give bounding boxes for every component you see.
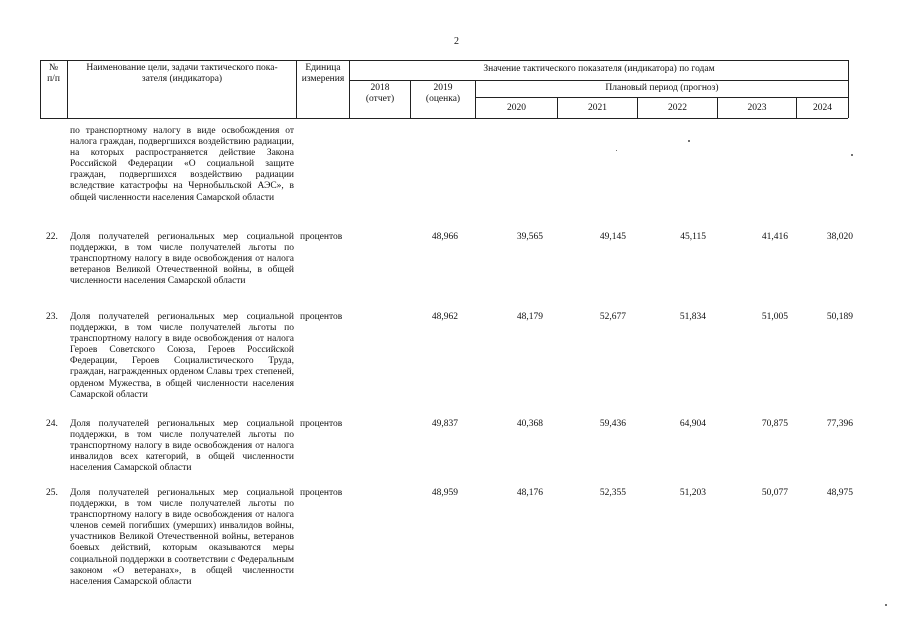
continuation-text: по транспортному налогу в виде освобождения от налога граждан, подвергшихся воздействию радиации, на которых распространяется действие Закона Российской Федерации «О социальной защите граждан, подвергшихся воздействию радиации вследствие катастрофы на Чернобыльской АЭС», в общей численности населения Самарской области (70, 126, 294, 203)
row-unit: процентов (300, 488, 343, 498)
value-2021: 49,145 (599, 232, 626, 242)
page-number: 2 (454, 36, 459, 47)
header-unit (297, 63, 349, 85)
value-2023: 41,416 (761, 232, 788, 242)
header-name-line2: зателя (индикатора) (141, 74, 223, 84)
value-2019: 48,966 (431, 232, 458, 242)
header-name (68, 63, 296, 85)
scan-speck (851, 154, 853, 156)
header-years-border (349, 80, 848, 81)
scan-speck (616, 150, 617, 151)
value-2019: 48,962 (431, 312, 458, 322)
header-number (40, 63, 67, 85)
row-number: 25. (46, 488, 58, 498)
row-name: Доля получателей региональных мер социальной поддержки, в том числе получателей льготы по транспортному налогу в виде освобождения от налога Героев Советского Союза, Героев Российской Федерации, Героев Социалистического Труда, граждан, награжденных орденом Славы трех степеней, орденом Мужества, в общей численности населения Самарской области (70, 312, 294, 400)
header-year-2023: 2023 (747, 103, 767, 113)
value-2024: 38,020 (826, 232, 853, 242)
row-name: Доля получателей региональных мер социальной поддержки, в том числе получателей льготы по транспортному налогу в виде освобождения от налога ветеранов Великой Отечественной войны, в общей численности населения Самарской области (70, 232, 294, 287)
header-values-title: Значение тактического показателя (индикатора) по годам (483, 64, 715, 74)
value-2023: 51,005 (761, 312, 788, 322)
header-year-2018-note: (отчет) (365, 94, 395, 104)
value-2023: 50,077 (761, 488, 788, 498)
value-2023: 70,875 (761, 419, 788, 429)
header-year-2019-note: (оценка) (425, 94, 461, 104)
header-year-2019-label: 2019 (433, 83, 453, 93)
row-unit: процентов (300, 419, 343, 429)
header-top-border (40, 60, 848, 61)
row-name: Доля получателей региональных мер социальной поддержки, в том числе получателей льготы по транспортному налогу в виде освобождения от налога членов семей погибших (умерших) инвалидов войны, участников Великой Отечественной войны, ветеранов боевых действий, которым оказываются меры социальной поддержки в соответствии с Федеральным законом «О ветеранах», в общей численности населения Самарской области (70, 488, 294, 587)
header-planned-title: Плановый период (прогноз) (605, 83, 719, 93)
col-border (848, 60, 849, 118)
header-number-line2: п/п (47, 74, 60, 84)
value-2020: 40,368 (516, 419, 543, 429)
value-2021: 59,436 (599, 419, 626, 429)
value-2019: 48,959 (431, 488, 458, 498)
header-year-2022: 2022 (668, 103, 687, 113)
row-number: 23. (46, 312, 58, 322)
value-2020: 48,179 (516, 312, 543, 322)
scan-speck (688, 140, 690, 142)
value-2024: 77,396 (826, 419, 853, 429)
value-2024: 48,975 (826, 488, 853, 498)
value-2024: 50,189 (826, 312, 853, 322)
value-2021: 52,677 (599, 312, 626, 322)
header-year-2020: 2020 (507, 103, 526, 113)
value-2020: 48,176 (516, 488, 543, 498)
value-2022: 51,834 (679, 312, 706, 322)
header-planned-border (475, 97, 848, 98)
value-2020: 39,565 (516, 232, 543, 242)
value-2022: 45,115 (680, 232, 706, 242)
value-2022: 51,203 (679, 488, 706, 498)
header-name-line1: Наименование цели, задачи тактического пока- (86, 63, 278, 73)
header-number-line1: № (48, 63, 59, 73)
row-unit: процентов (300, 232, 343, 242)
value-2022: 64,904 (679, 419, 706, 429)
header-unit-line2: измерения (301, 74, 345, 84)
header-year-2024: 2024 (813, 103, 832, 113)
value-2021: 52,355 (599, 488, 626, 498)
header-year-2019 (411, 83, 475, 105)
row-number: 22. (46, 232, 58, 242)
scan-speck (885, 604, 887, 606)
row-name: Доля получателей региональных мер социальной поддержки, в том числе получателей льготы по транспортному налогу в виде освобождения от налога инвалидов всех категорий, в общей численности населения Самарской области (70, 419, 294, 474)
header-year-2018 (350, 83, 410, 105)
header-year-2018-label: 2018 (370, 83, 390, 93)
row-unit: процентов (300, 312, 343, 322)
header-bottom-border (40, 118, 848, 119)
header-unit-line1: Единица (305, 63, 341, 73)
header-year-2021: 2021 (588, 103, 607, 113)
row-number: 24. (46, 419, 58, 429)
value-2019: 49,837 (431, 419, 458, 429)
